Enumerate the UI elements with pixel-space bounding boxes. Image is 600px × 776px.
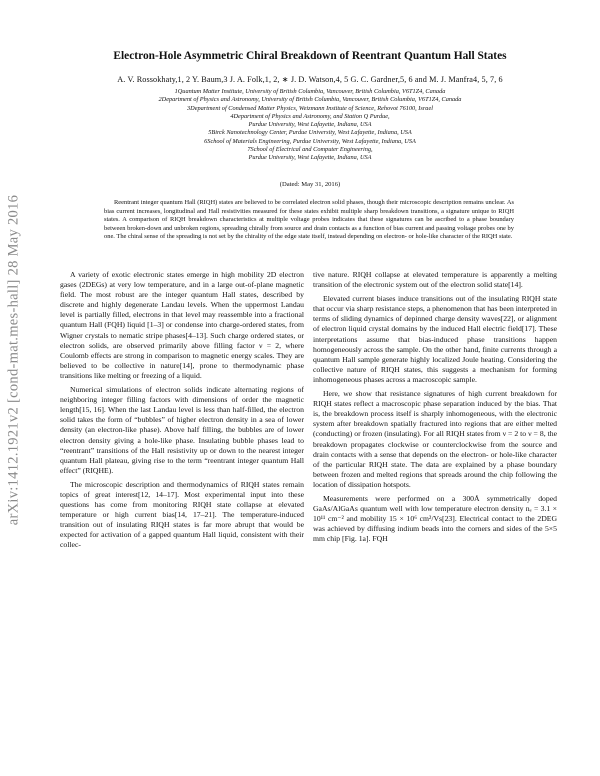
arxiv-stamp-text: arXiv:1412.1921v2 [cond-mat.mes-hall] 28 May 2016	[5, 194, 22, 526]
body-paragraph: Here, we show that resistance signatures of high current breakdown for RIQH states reflect a macroscopic phase separation induced by the bias. That is, the breakdown process itself is sharply inhomogeneous, with the electronic system after breakdown spatially fractured into regions that are either melted (conducting) or frozen (insulating). For all RIQH states from ν = 2 to ν = 8, the breakdown propagates clockwise or counterclockwise from the source and drain contacts with a sense that depends on the electron- or hole-like character of the particular RIQH state. The data are explained by a phase boundary between frozen and melted regions that spreads around the chip following the location of dissipation hotspots.	[313, 389, 557, 489]
body-paragraph: Numerical simulations of electron solids indicate alternating regions of neighboring integer filling factors with dimensions of order the magnetic length[15, 16]. When the last Landau level is less than half-filled, the electron solid takes the form of “bubbles” of higher electron density in a sea of lower density (an electron-like phase). Above half filling, the bubbles are of lower electron density giving a hole-like phase. Insulating bubble phases lead to “reentrant” transitions of the Hall resistivity up or down to the nearest integer quantum Hall plateau, giving rise to the term “reentrant integer quantum Hall effect” (RIQHE).	[60, 385, 304, 475]
abstract: Reentrant integer quantum Hall (RIQH) states are believed to be correlated electron solid phases, though their microscopic description remains unclear. As bias current increases, longitudinal and Hall resistivities measured for these states exhibit multiple sharp breakdown transitions, a signature unique to RIQH states. A comparison of RIQH breakdown characteristics at multiple voltage probes indicates that these signatures can be ascribed to a phase boundary between broken-down and unbroken regions, spreading chirally from source and drain contacts as a function of bias current and passing voltage probes one by one. The chiral sense of the spreading is not set by the chirality of the edge state itself, instead depending on electron- or hole-like character of the RIQH state.	[104, 199, 514, 241]
body-left-column	[60, 270, 304, 551]
affiliation-line: Purdue University, West Lafayette, Indiana, USA	[248, 154, 372, 161]
affiliation-line: 5Birck Nanotechnology Center, Purdue University, West Lafayette, Indiana, USA	[208, 129, 412, 137]
date-line: (Dated: May 31, 2016)	[279, 181, 341, 188]
affiliation-line: 7School of Electrical and Computer Engineering,	[247, 145, 373, 153]
affiliation-line: 3Department of Condensed Matter Physics, Weizmann Institute of Science, Rehovot 76100, Israel	[187, 104, 433, 112]
affiliation-line: 4Department of Physics and Astronomy, and Station Q Purdue,	[230, 112, 390, 120]
author-list: A. V. Rossokhaty,1, 2 Y. Baum,3 J. A. Folk,1, 2, ∗ J. D. Watson,4, 5 G. C. Gardner,5, 6 and M. J. Manfra4, 5, 7, 6	[117, 75, 503, 84]
affiliation-line: 6School of Materials Engineering, Purdue University, West Lafayette, Indiana, USA	[204, 137, 416, 145]
affiliation-line: 2Department of Physics and Astronomy, University of British Columbia, Vancouver, British Columbia, V6T1Z4, Canada	[158, 96, 462, 104]
body-paragraph: A variety of exotic electronic states emerge in high mobility 2D electron gases (2DEGs) at very low temperature, and in a large out-of-plane magnetic field. The most robust are the integer quantum Hall states, described by discrete and highly degenerate Landau levels. When the uppermost Landau level is partially filled, electrons in that level may reassemble into a fractional quantum Hall (FQH) liquid [1–3] or condense into charge-ordered states, from Wigner crystals to nematic stripe phases[4–13]. Such charge ordered states, or electron solids, are observed primarily above filling factor ν = 2, where Coulomb effects are strong in comparison to magnetic energy scales. They are believed to be collective in nature[14], prone to thermodynamic phase transitions like melting or freezing of a liquid.	[60, 270, 304, 380]
paper-title: Electron-Hole Asymmetric Chiral Breakdown of Reentrant Quantum Hall States	[113, 50, 507, 62]
body-paragraph: The microscopic description and thermodynamics of RIQH states remain topics of great interest[12, 14–17]. Most experimental input into these questions has come from monitoring RIQH state collapse at elevated temperature or high current bias[14, 17–21]. The temperature-induced transition out of insulating RIQH states is far more abrupt that would be expected for activation of a gapped quantum Hall liquid, consistent with their collec-	[60, 479, 304, 550]
body-paragraph: Elevated current biases induce transitions out of the insulating RIQH state that occur via sharp resistance steps, a phenomenon that has been interpreted in terms of sliding dynamics of depinned charge density waves[22], or alignment of electron liquid crystal domains by the induced Hall electric field[17]. These interpretations assume that bias-induced phase transitions happen homogeneously across the sample. On the other hand, finite currents through a quantum Hall sample generate highly localized Joule heating. Considering the collective nature of RIQH states, this suggests a mechanism for forming inhomogeneous phases across a macroscopic sample.	[313, 294, 557, 384]
affiliation-line: 1Quantum Matter Institute, University of British Columbia, Vancouver, British Columbia, V6T1Z4, Canada	[174, 88, 446, 95]
arxiv-identifier-stamp	[0, 150, 28, 570]
affiliation-line: Purdue University, West Lafayette, Indiana, USA	[248, 121, 372, 128]
body-paragraph: tive nature. RIQH collapse at elevated temperature is apparently a melting transition of the electronic system out of the electron solid state[14].	[313, 270, 557, 290]
affiliations	[40, 88, 580, 162]
body-paragraph: Measurements were performed on a 300Å symmetrically doped GaAs/AlGaAs quantum well with low temperature electron density nₑ = 3.1 × 10¹¹ cm⁻² and mobility 15 × 10⁶ cm²/Vs[23]. Electrical contact to the 2DEG was achieved by diffusing indium beads into the corners and sides of the 5×5 mm chip [Fig. 1a]. FQH	[313, 493, 557, 544]
body-right-column	[313, 270, 557, 544]
